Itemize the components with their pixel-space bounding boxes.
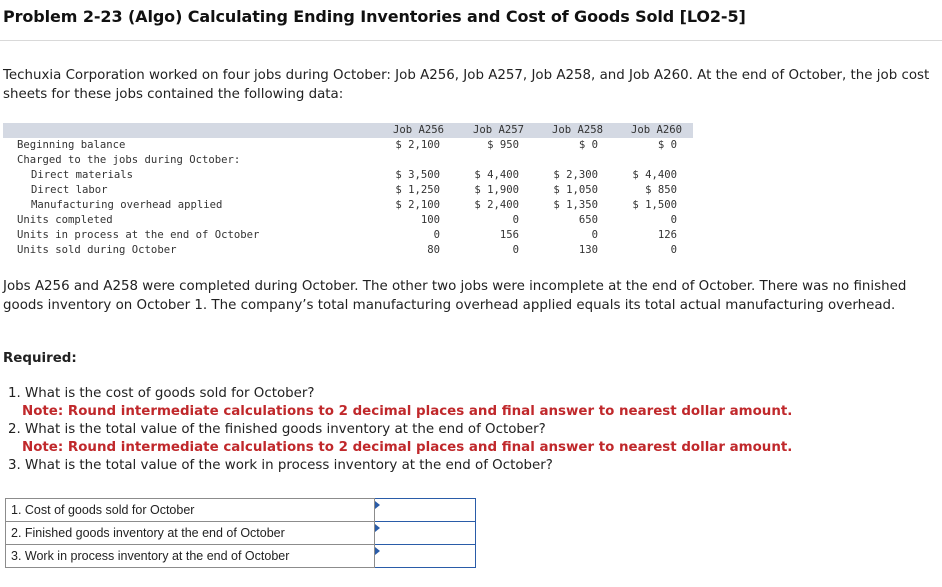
cell: $ 0 [657, 139, 677, 151]
cell: 0 [512, 244, 519, 256]
row-label-units-sold: Units sold during October [17, 244, 177, 256]
cogs-input[interactable] [379, 500, 475, 520]
cell: $ 4,400 [632, 169, 677, 181]
cell: $ 1,050 [553, 184, 598, 196]
cell: 0 [591, 229, 598, 241]
cell: $ 850 [645, 184, 677, 196]
row-label-direct-materials: Direct materials [31, 169, 134, 181]
row-label-charged: Charged to the jobs during October: [17, 154, 241, 166]
cell: $ 3,500 [395, 169, 440, 181]
answer-row [6, 545, 476, 568]
col-header-a260: Job A260 [630, 124, 682, 136]
title-divider [0, 40, 942, 41]
cell: $ 1,500 [632, 199, 677, 211]
cell: 650 [578, 214, 598, 226]
col-header-a257: Job A257 [472, 124, 524, 136]
required-heading: Required: [3, 351, 77, 366]
problem-title: Problem 2-23 (Algo) Calculating Ending Inventories and Cost of Goods Sold [LO2-5] [3, 7, 746, 26]
cell: 130 [578, 244, 598, 256]
cell: $ 0 [578, 139, 598, 151]
answer-row [6, 499, 476, 522]
cell: $ 1,350 [553, 199, 598, 211]
row-label-units-completed: Units completed [17, 214, 113, 226]
question-list [8, 385, 928, 475]
finished-goods-input[interactable] [379, 523, 475, 543]
question-2-note: Note: Round intermediate calculations to 2 decimal places and final answer to nearest dollar amount. [22, 440, 793, 455]
answer-label-finished-goods: 2. Finished goods inventory at the end of October [6, 522, 375, 545]
answer-cell-finished-goods[interactable] [375, 522, 476, 545]
cell: $ 950 [487, 139, 519, 151]
answer-cell-cogs[interactable] [375, 499, 476, 522]
cell: 126 [657, 229, 677, 241]
col-header-a258: Job A258 [551, 124, 603, 136]
followup-paragraph: Jobs A256 and A258 were completed during October. The other two jobs were incomplete at the end of October. There was no finished goods inventory on October 1. The company’s total manufacturing overhead applied equals its total actual manufacturing overhead. [3, 279, 907, 313]
cell: $ 2,300 [553, 169, 598, 181]
answer-row [6, 522, 476, 545]
cell: $ 1,250 [395, 184, 440, 196]
cell: $ 2,100 [395, 199, 440, 211]
row-label-units-in-process: Units in process at the end of October [17, 229, 260, 241]
cell: 100 [420, 214, 440, 226]
col-header-a256: Job A256 [392, 124, 444, 136]
question-2: 2. What is the total value of the finished goods inventory at the end of October? [8, 422, 546, 437]
row-label-direct-labor: Direct labor [31, 184, 108, 196]
wip-input[interactable] [379, 546, 475, 566]
cell: 0 [670, 214, 677, 226]
cell: $ 4,400 [474, 169, 519, 181]
input-marker-icon [375, 524, 380, 532]
question-1: 1. What is the cost of goods sold for October? [8, 386, 315, 401]
question-3: 3. What is the total value of the work in process inventory at the end of October? [8, 458, 553, 473]
intro-paragraph: Techuxia Corporation worked on four jobs during October: Job A256, Job A257, Job A258, and Job A260. At the end of October, the job cost sheets for these jobs contained the following data: [3, 68, 930, 102]
cell: 80 [427, 244, 440, 256]
answer-cell-wip[interactable] [375, 545, 476, 568]
cell: $ 1,900 [474, 184, 519, 196]
row-label-overhead-applied: Manufacturing overhead applied [31, 199, 223, 211]
question-1-note: Note: Round intermediate calculations to 2 decimal places and final answer to nearest dollar amount. [22, 404, 793, 419]
cell: $ 2,400 [474, 199, 519, 211]
cell: $ 2,100 [395, 139, 440, 151]
cell: 0 [512, 214, 519, 226]
row-label-beginning-balance: Beginning balance [17, 139, 126, 151]
cell: 156 [499, 229, 519, 241]
answer-label-wip: 3. Work in process inventory at the end of October [6, 545, 375, 568]
cell: 0 [670, 244, 677, 256]
input-marker-icon [375, 547, 380, 555]
cell: 0 [433, 229, 440, 241]
answer-table [5, 498, 476, 568]
input-marker-icon [375, 501, 380, 509]
answer-label-cogs: 1. Cost of goods sold for October [6, 499, 375, 522]
